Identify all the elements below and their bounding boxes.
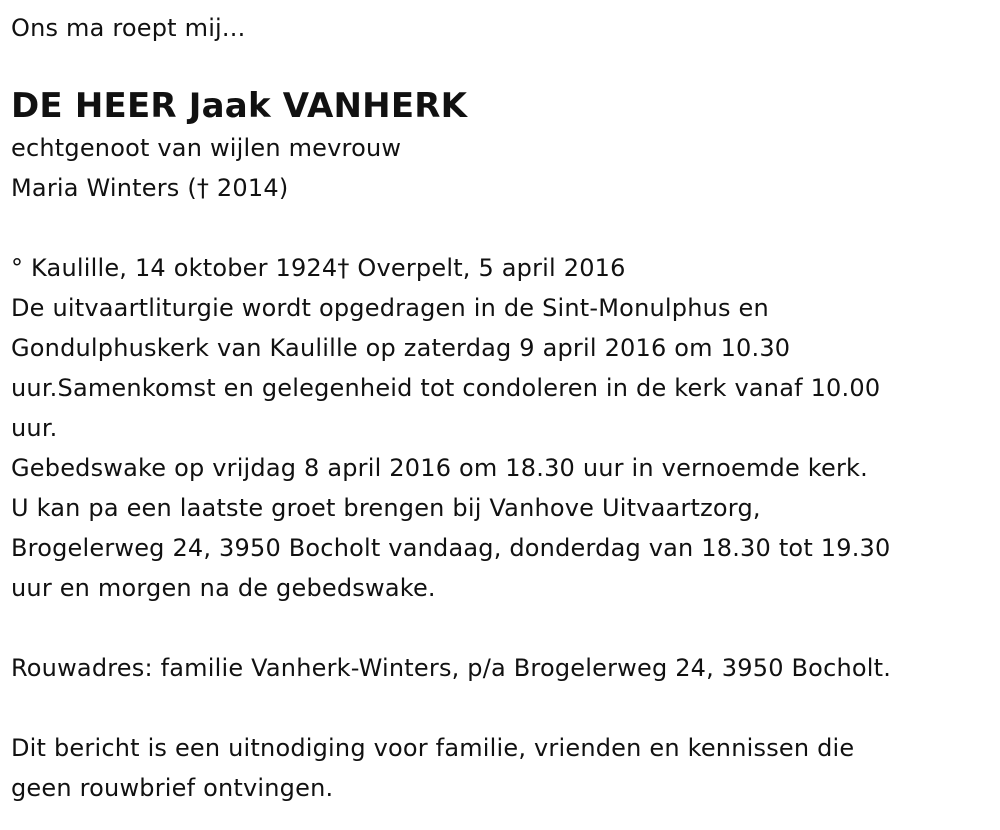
spacer [11, 608, 991, 648]
deceased-name: DE HEER Jaak VANHERK [11, 86, 468, 126]
intro-text: Ons ma roept mij... [11, 14, 246, 42]
liturgy-line: U kan pa een laatste groet brengen bij Vanhove Uitvaartzorg, [11, 494, 761, 522]
liturgy-line: uur en morgen na de gebedswake. [11, 574, 436, 602]
death-notice [11, 8, 991, 808]
liturgy-line: uur.Samenkomst en gelegenheid tot condoleren in de kerk vanaf 10.00 [11, 374, 881, 402]
liturgy-line: uur. [11, 414, 58, 442]
liturgy-line: Gondulphuskerk van Kaulille op zaterdag 9 april 2016 om 10.30 [11, 334, 791, 362]
invitation-line: geen rouwbrief ontvingen. [11, 774, 334, 802]
spouse-line: Maria Winters († 2014) [11, 174, 289, 202]
mourning-address: Rouwadres: familie Vanherk-Winters, p/a Brogelerweg 24, 3950 Bocholt. [11, 654, 892, 682]
liturgy-line: Brogelerweg 24, 3950 Bocholt vandaag, donderdag van 18.30 tot 19.30 [11, 534, 891, 562]
spacer [11, 208, 991, 248]
liturgy-line: De uitvaartliturgie wordt opgedragen in de Sint-Monulphus en [11, 294, 769, 322]
spouse-line: echtgenoot van wijlen mevrouw [11, 134, 402, 162]
spacer [11, 688, 991, 728]
liturgy-line: Gebedswake op vrijdag 8 april 2016 om 18.30 uur in vernoemde kerk. [11, 454, 868, 482]
birth-death-dates: ° Kaulille, 14 oktober 1924† Overpelt, 5 april 2016 [11, 254, 626, 282]
spacer [11, 48, 991, 84]
invitation-line: Dit bericht is een uitnodiging voor familie, vrienden en kennissen die [11, 734, 855, 762]
